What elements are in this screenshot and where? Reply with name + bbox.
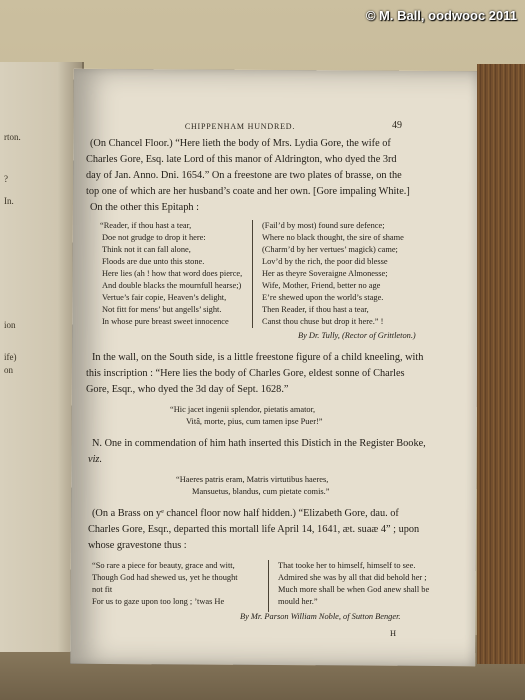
verse-line: Lov’d by the rich, the poor did blesse	[262, 257, 388, 266]
verse-line: Where no black thought, the sire of shame	[262, 233, 404, 242]
verse-line: Her as theyre Soveraigne Almonesse;	[262, 269, 388, 278]
text-line: day of Jan. Anno. Dni. 1654.” On a freestone are two plates of brasse, on the	[86, 170, 402, 181]
verse-line: Not fitt for mens’ but angells’ sight.	[102, 305, 222, 314]
column-divider	[252, 220, 253, 328]
verse-line: “Reader, if thou hast a tear,	[100, 221, 192, 230]
page-block-edges	[477, 64, 525, 664]
verse-line: For us to gaze upon too long ; ’twas He	[92, 597, 225, 606]
latin-line: Vitâ, morte, pius, cum tamen ipse Puer!”	[186, 417, 323, 426]
column-divider	[268, 560, 269, 612]
verse-line: Doe not grudge to drop it here:	[102, 233, 206, 242]
verse-line: Think not it can fall alone,	[102, 245, 191, 254]
running-head: CHIPPENHAM HUNDRED.	[184, 122, 296, 131]
text-line: Charles Gore, Esqr., departed this mortall life April 14, 1641, æt. suaæ 4” ; upon	[88, 524, 420, 535]
text-line: whose gravestone thus :	[88, 540, 187, 551]
verse-line: Though God had shewed us, yet he thought	[92, 573, 238, 582]
text-line: N. One in commendation of him hath inserted this Distich in the Register Booke,	[92, 438, 426, 449]
verse-line: (Fail’d by most) found sure defence;	[262, 221, 385, 230]
verse-line: In whose pure breast sweet innocence	[102, 317, 229, 326]
verse-line: Admired she was by all that did behold her ;	[278, 573, 427, 582]
text-line: Gore, Esqr., who dyed the 3d day of Sept. 1628.”	[86, 384, 289, 395]
verse-line: E’re shewed upon the world’s stage.	[262, 293, 384, 302]
verse-line: not fit	[92, 585, 113, 594]
signature-mark: H	[390, 629, 397, 638]
page-number: 49	[392, 120, 402, 131]
text-line: top one of which are her husband’s coate and her own. [Gore impaling White.]	[86, 186, 410, 197]
verse-line: (Charm’d by her vertues’ magick) came;	[262, 245, 398, 254]
text-line: Charles Gore, Esq. late Lord of this manor of Aldrington, who dyed the 3rd	[86, 154, 397, 165]
verse-line: “So rare a piece for beauty, grace and witt,	[92, 561, 235, 570]
latin-line: Mansuetus, blandus, cum pietate comis.”	[192, 487, 330, 496]
text-line: (On a Brass on yᵉ chancel floor now half hidden.) “Elizabeth Gore, dau. of	[92, 508, 399, 519]
latin-line: “Hic jacet ingenii splendor, pietatis amator,	[170, 405, 316, 414]
left-page-fragment: ?	[4, 174, 8, 184]
epitaph-attribution: By Dr. Tully, (Rector of Grittleton.)	[298, 331, 416, 340]
verse-line: Floods are due unto this stone.	[102, 257, 205, 266]
verse-line: That tooke her to himself, himself to see.	[278, 561, 416, 570]
verse-line: Vertue’s fair copie, Heaven’s delight,	[102, 293, 227, 302]
copyright-watermark: © M. Ball, oodwooc 2011	[365, 8, 517, 23]
text-line: viz.	[88, 454, 103, 465]
text-line: this inscription : “Here lies the body of Charles Gore, eldest sonne of Charles	[86, 368, 405, 379]
verse-line: mould her.”	[278, 597, 318, 606]
left-page-fragment: ion	[4, 320, 16, 330]
left-page-fragment: ife)	[4, 352, 17, 362]
verse-line: And double blacks the mournfull hearse;)	[102, 281, 242, 290]
left-page-fragment: rton.	[4, 132, 21, 142]
epitaph-attribution: By Mr. Parson William Noble, of Sutton Benger.	[240, 612, 401, 621]
left-page-fragment: on	[4, 365, 13, 375]
latin-line: “Haeres patris eram, Matris virtutibus haeres,	[176, 475, 329, 484]
verse-line: Wife, Mother, Friend, better no age	[262, 281, 381, 290]
verse-line: Then Reader, if thou hast a tear,	[262, 305, 369, 314]
verse-line: Much more shall be when God anew shall be	[278, 585, 430, 594]
verse-line: Here lies (ah ! how that word does pierce,	[102, 269, 243, 278]
text-line: In the wall, on the South side, is a little freestone figure of a child kneeling, with	[92, 352, 424, 363]
text-line: (On Chancel Floor.) “Here lieth the body of Mrs. Lydia Gore, the wife of	[90, 138, 391, 149]
verse-line: Canst thou chuse but drop it here.” !	[262, 317, 384, 326]
left-page-fragment: In.	[4, 196, 14, 206]
text-line: On the other this Epitaph :	[90, 202, 199, 213]
